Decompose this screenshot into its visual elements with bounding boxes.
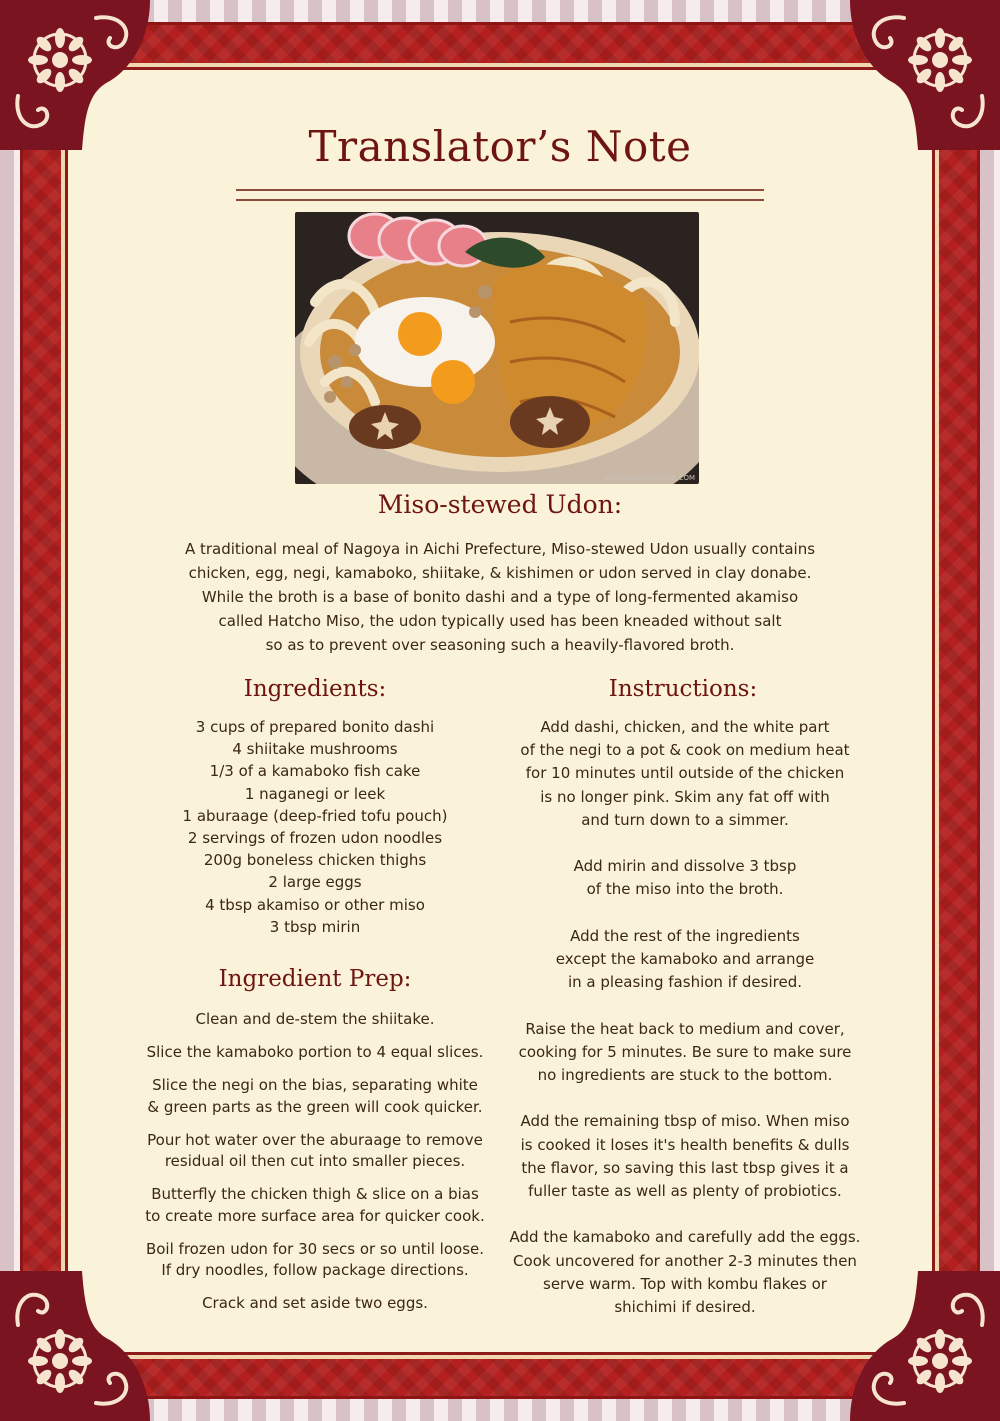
instruction-step <box>505 716 865 832</box>
prep-step <box>140 1293 490 1315</box>
prep-step-line: Butterfly the chicken thigh & slice on a bias <box>151 1185 479 1203</box>
ingredient-item: 1 aburaage (deep-fried tofu pouch) <box>182 806 448 825</box>
prep-step-line: Pour hot water over the aburaage to remove <box>147 1130 483 1149</box>
intro-paragraph <box>170 537 830 657</box>
instruction-line: Add the rest of the ingredients <box>570 926 800 945</box>
prep-step <box>140 1239 490 1282</box>
instruction-line: Add dashi, chicken, and the white part <box>540 718 830 736</box>
corner-ornament-bottom-right <box>850 1271 1000 1421</box>
intro-heading: Miso-stewed Udon: <box>377 490 623 519</box>
instruction-line: in a pleasing fashion if desired. <box>567 973 802 992</box>
intro-line: called Hatcho Miso, the udon typically used has been kneaded without salt <box>218 612 782 630</box>
intro-line: chicken, egg, negi, kamaboko, shiitake, & kishimen or udon served in clay donabe. <box>188 564 812 582</box>
prep-step <box>140 1042 490 1064</box>
instruction-steps <box>505 716 865 1342</box>
photo-watermark: JUSTONECOOKBOOK.COM <box>604 474 695 482</box>
intro-line: While the broth is a base of bonito dashi and a type of long-fermented akamiso <box>201 588 799 606</box>
ingredient-item: 1 naganegi or leek <box>244 784 386 803</box>
prep-step-line: to create more surface area for quicker cook. <box>145 1206 485 1225</box>
instruction-line: no ingredients are stuck to the bottom. <box>537 1066 833 1084</box>
page-title: Translator’s Note <box>308 122 692 171</box>
instruction-line: Add mirin and dissolve 3 tbsp <box>573 857 797 876</box>
instruction-line: of the negi to a pot & cook on medium heat <box>520 741 850 760</box>
prep-step <box>140 1009 490 1031</box>
ingredient-item: 3 cups of prepared bonito dashi <box>195 718 435 736</box>
ingredient-item: 3 tbsp mirin <box>269 917 361 936</box>
prep-step-line: Boil frozen udon for 30 secs or so until loose. <box>145 1239 485 1258</box>
instruction-line: and turn down to a simmer. <box>581 810 789 829</box>
corner-ornament-bottom-left <box>0 1271 150 1421</box>
instruction-line: Add the remaining tbsp of miso. When miso <box>520 1112 850 1131</box>
ingredient-item: 4 shiitake mushrooms <box>232 740 398 759</box>
prep-step-line: Slice the negi on the bias, separating white <box>152 1076 478 1094</box>
prep-step <box>140 1184 490 1227</box>
udon-photo <box>295 212 699 484</box>
instruction-line: of the miso into the broth. <box>586 880 784 899</box>
instruction-line: shichimi if desired. <box>614 1298 756 1316</box>
instruction-line: for 10 minutes until outside of the chicken <box>525 764 845 783</box>
intro-line: A traditional meal of Nagoya in Aichi Prefecture, Miso-stewed Udon usually contains <box>184 540 816 558</box>
prep-heading: Ingredient Prep: <box>218 966 412 992</box>
instruction-step <box>505 1226 865 1319</box>
prep-step-line: residual oil then cut into smaller pieces. <box>164 1152 466 1170</box>
ingredient-item: 4 tbsp akamiso or other miso <box>205 895 425 914</box>
instruction-line: is no longer pink. Skim any fat off with <box>540 787 830 806</box>
instruction-step <box>505 855 865 901</box>
instruction-step <box>505 1018 865 1088</box>
prep-step-line: If dry noodles, follow package directions. <box>161 1261 469 1279</box>
prep-step-line: Clean and de-stem the shiitake. <box>195 1010 435 1028</box>
prep-step-line: & green parts as the green will cook quicker. <box>147 1097 483 1116</box>
instruction-line: except the kamaboko and arrange <box>555 950 815 968</box>
instructions-heading: Instructions: <box>608 676 758 702</box>
title-divider <box>236 189 764 201</box>
prep-step <box>140 1130 490 1173</box>
instruction-line: cooking for 5 minutes. Be sure to make sure <box>518 1042 852 1061</box>
instruction-line: serve warm. Top with kombu flakes or <box>543 1274 827 1293</box>
ingredient-item: 200g boneless chicken thighs <box>203 851 427 870</box>
ingredients-list <box>160 716 470 938</box>
intro-line: so as to prevent over seasoning such a heavily-flavored broth. <box>265 636 735 654</box>
prep-steps <box>140 1009 490 1326</box>
instruction-line: is cooked it loses it's health benefits & dulls <box>520 1135 850 1154</box>
ingredients-heading: Ingredients: <box>243 676 387 702</box>
ingredient-item: 2 servings of frozen udon noodles <box>187 829 443 848</box>
ingredient-item: 2 large eggs <box>268 873 362 892</box>
ingredient-item: 1/3 of a kamaboko fish cake <box>209 762 421 781</box>
prep-step <box>140 1075 490 1118</box>
instruction-line: the flavor, so saving this last tbsp gives it a <box>521 1158 849 1177</box>
instruction-line: fuller taste as well as plenty of probiotics. <box>528 1182 842 1200</box>
prep-step-line: Slice the kamaboko portion to 4 equal slices. <box>146 1043 484 1061</box>
instruction-step <box>505 925 865 995</box>
instruction-step <box>505 1110 865 1203</box>
instruction-line: Cook uncovered for another 2-3 minutes then <box>513 1251 857 1270</box>
instruction-line: Add the kamaboko and carefully add the eggs. <box>509 1228 861 1247</box>
prep-step-line: Crack and set aside two eggs. <box>202 1294 428 1312</box>
instruction-line: Raise the heat back to medium and cover, <box>525 1019 845 1038</box>
